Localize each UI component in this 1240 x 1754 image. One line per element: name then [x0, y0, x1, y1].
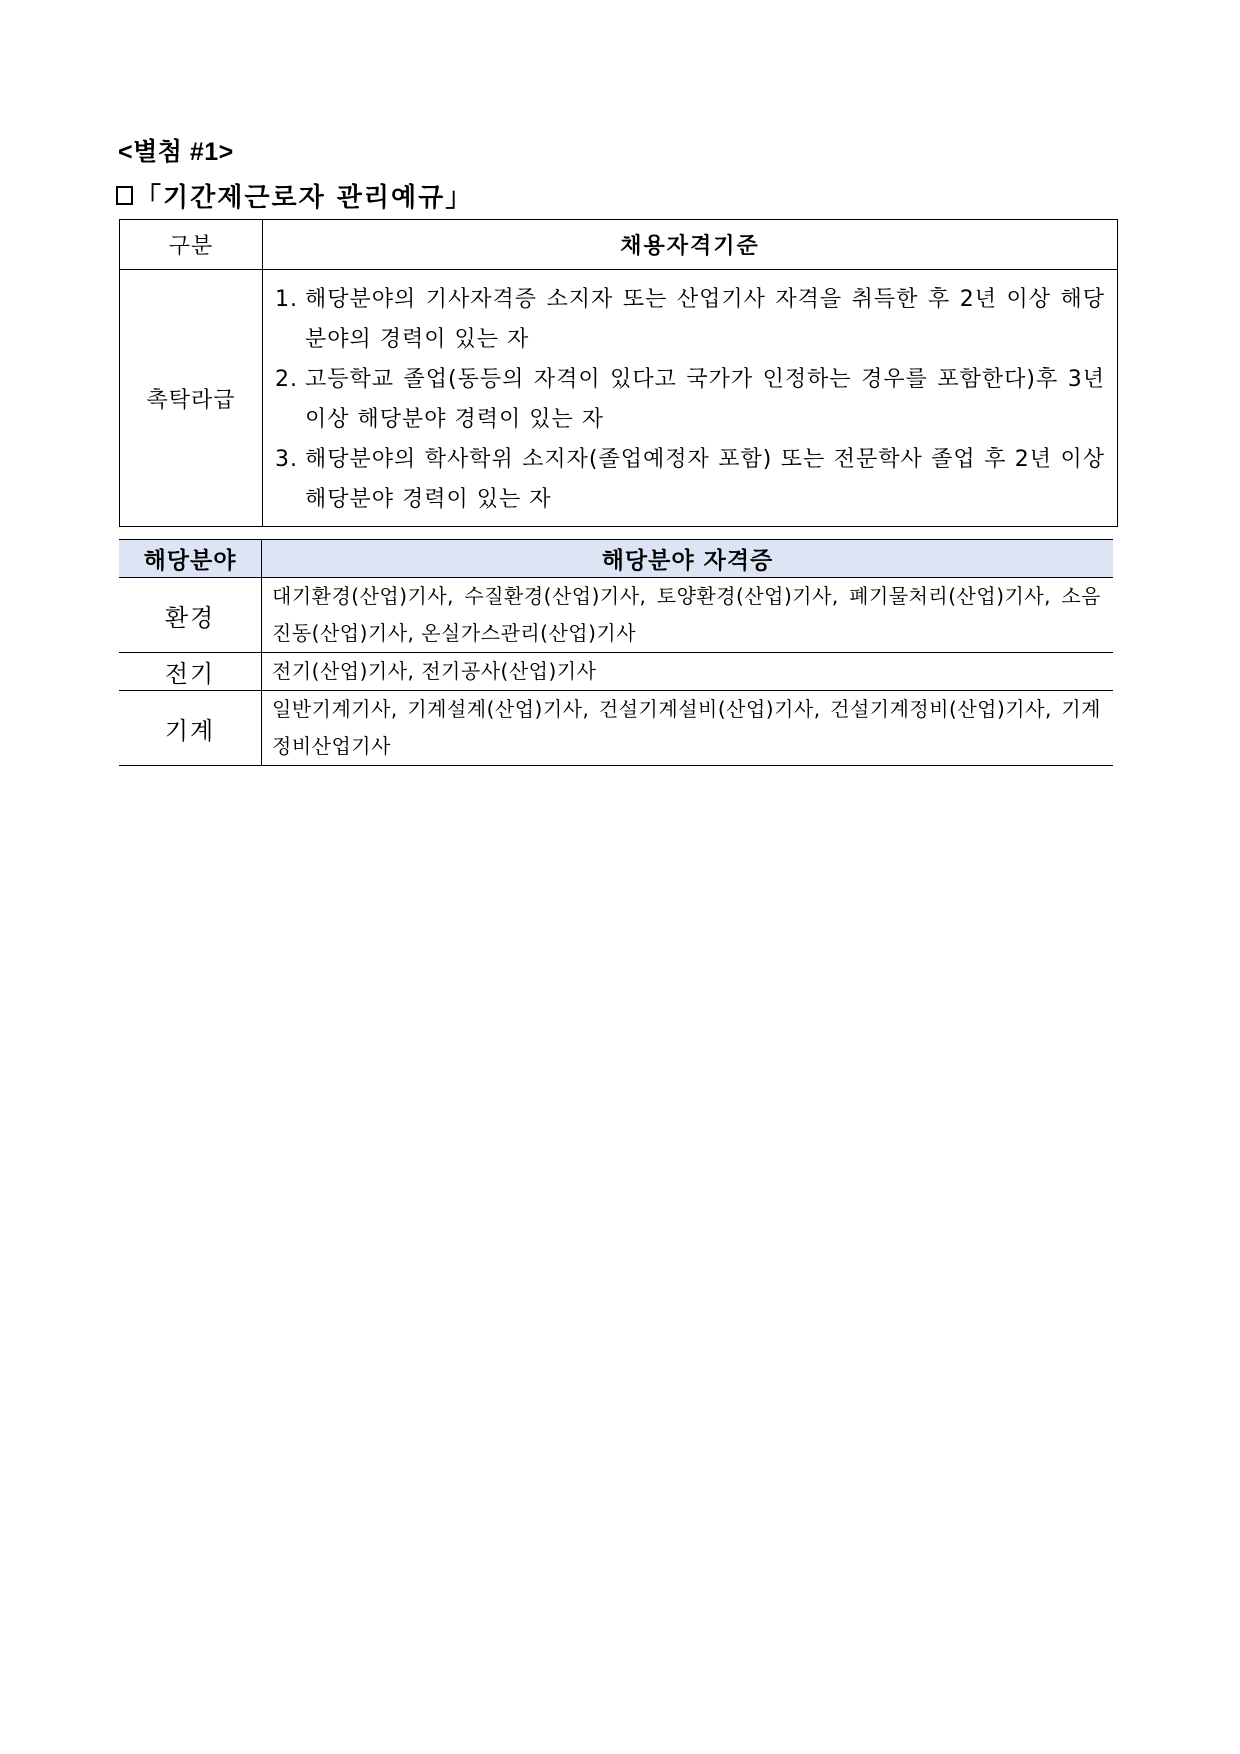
criteria-number: 2.: [275, 367, 298, 392]
certificate-table: [119, 539, 1113, 766]
criteria-text: 해당분야의 기사자격증 소지자 또는 산업기사 자격을 취득한 후 2년 이상 해당분야의 경력이 있는 자: [305, 287, 1105, 352]
criteria-number: 3.: [275, 447, 298, 472]
criteria-number: 1.: [275, 287, 298, 312]
criteria-item: [275, 440, 1105, 520]
certificate-header-row: [119, 540, 1113, 578]
certificate-row: [119, 691, 1113, 766]
field-cell: 전기: [119, 653, 262, 691]
checkbox-icon: [116, 186, 133, 205]
criteria-header-row: [120, 220, 1118, 270]
attachment-label: <별첨 #1>: [118, 138, 234, 166]
certificate-row: [119, 578, 1113, 653]
section-heading-text: 「기간제근로자 관리예규」: [135, 183, 474, 213]
field-cell: 환경: [119, 578, 262, 653]
header-category: 구분: [120, 220, 263, 270]
criteria-text: 고등학교 졸업(동등의 자격이 있다고 국가가 인정하는 경우를 포함한다)후 3년 이상 해당분야 경력이 있는 자: [305, 367, 1105, 432]
field-cell: 기계: [119, 691, 262, 766]
grade-cell: 촉탁라급: [120, 270, 263, 527]
criteria-text: 해당분야의 학사학위 소지자(졸업예정자 포함) 또는 전문학사 졸업 후 2년 이상 해당분야 경력이 있는 자: [305, 447, 1105, 512]
certificate-row: [119, 653, 1113, 691]
criteria-row: [120, 270, 1118, 527]
header-certificates: 해당분야 자격증: [262, 540, 1114, 578]
criteria-table: [119, 219, 1118, 527]
criteria-item: [275, 360, 1105, 440]
certificates-cell: 대기환경(산업)기사, 수질환경(산업)기사, 토양환경(산업)기사, 폐기물처리(산업)기사, 소음진동(산업)기사, 온실가스관리(산업)기사: [262, 578, 1114, 653]
section-heading: [116, 177, 473, 214]
certificates-cell: 전기(산업)기사, 전기공사(산업)기사: [262, 653, 1114, 691]
criteria-cell: [263, 270, 1118, 527]
certificates-cell: 일반기계기사, 기계설계(산업)기사, 건설기계설비(산업)기사, 건설기계정비(산업)기사, 기계정비산업기사: [262, 691, 1114, 766]
criteria-item: [275, 280, 1105, 360]
header-criteria: 채용자격기준: [263, 220, 1118, 270]
header-field: 해당분야: [119, 540, 262, 578]
